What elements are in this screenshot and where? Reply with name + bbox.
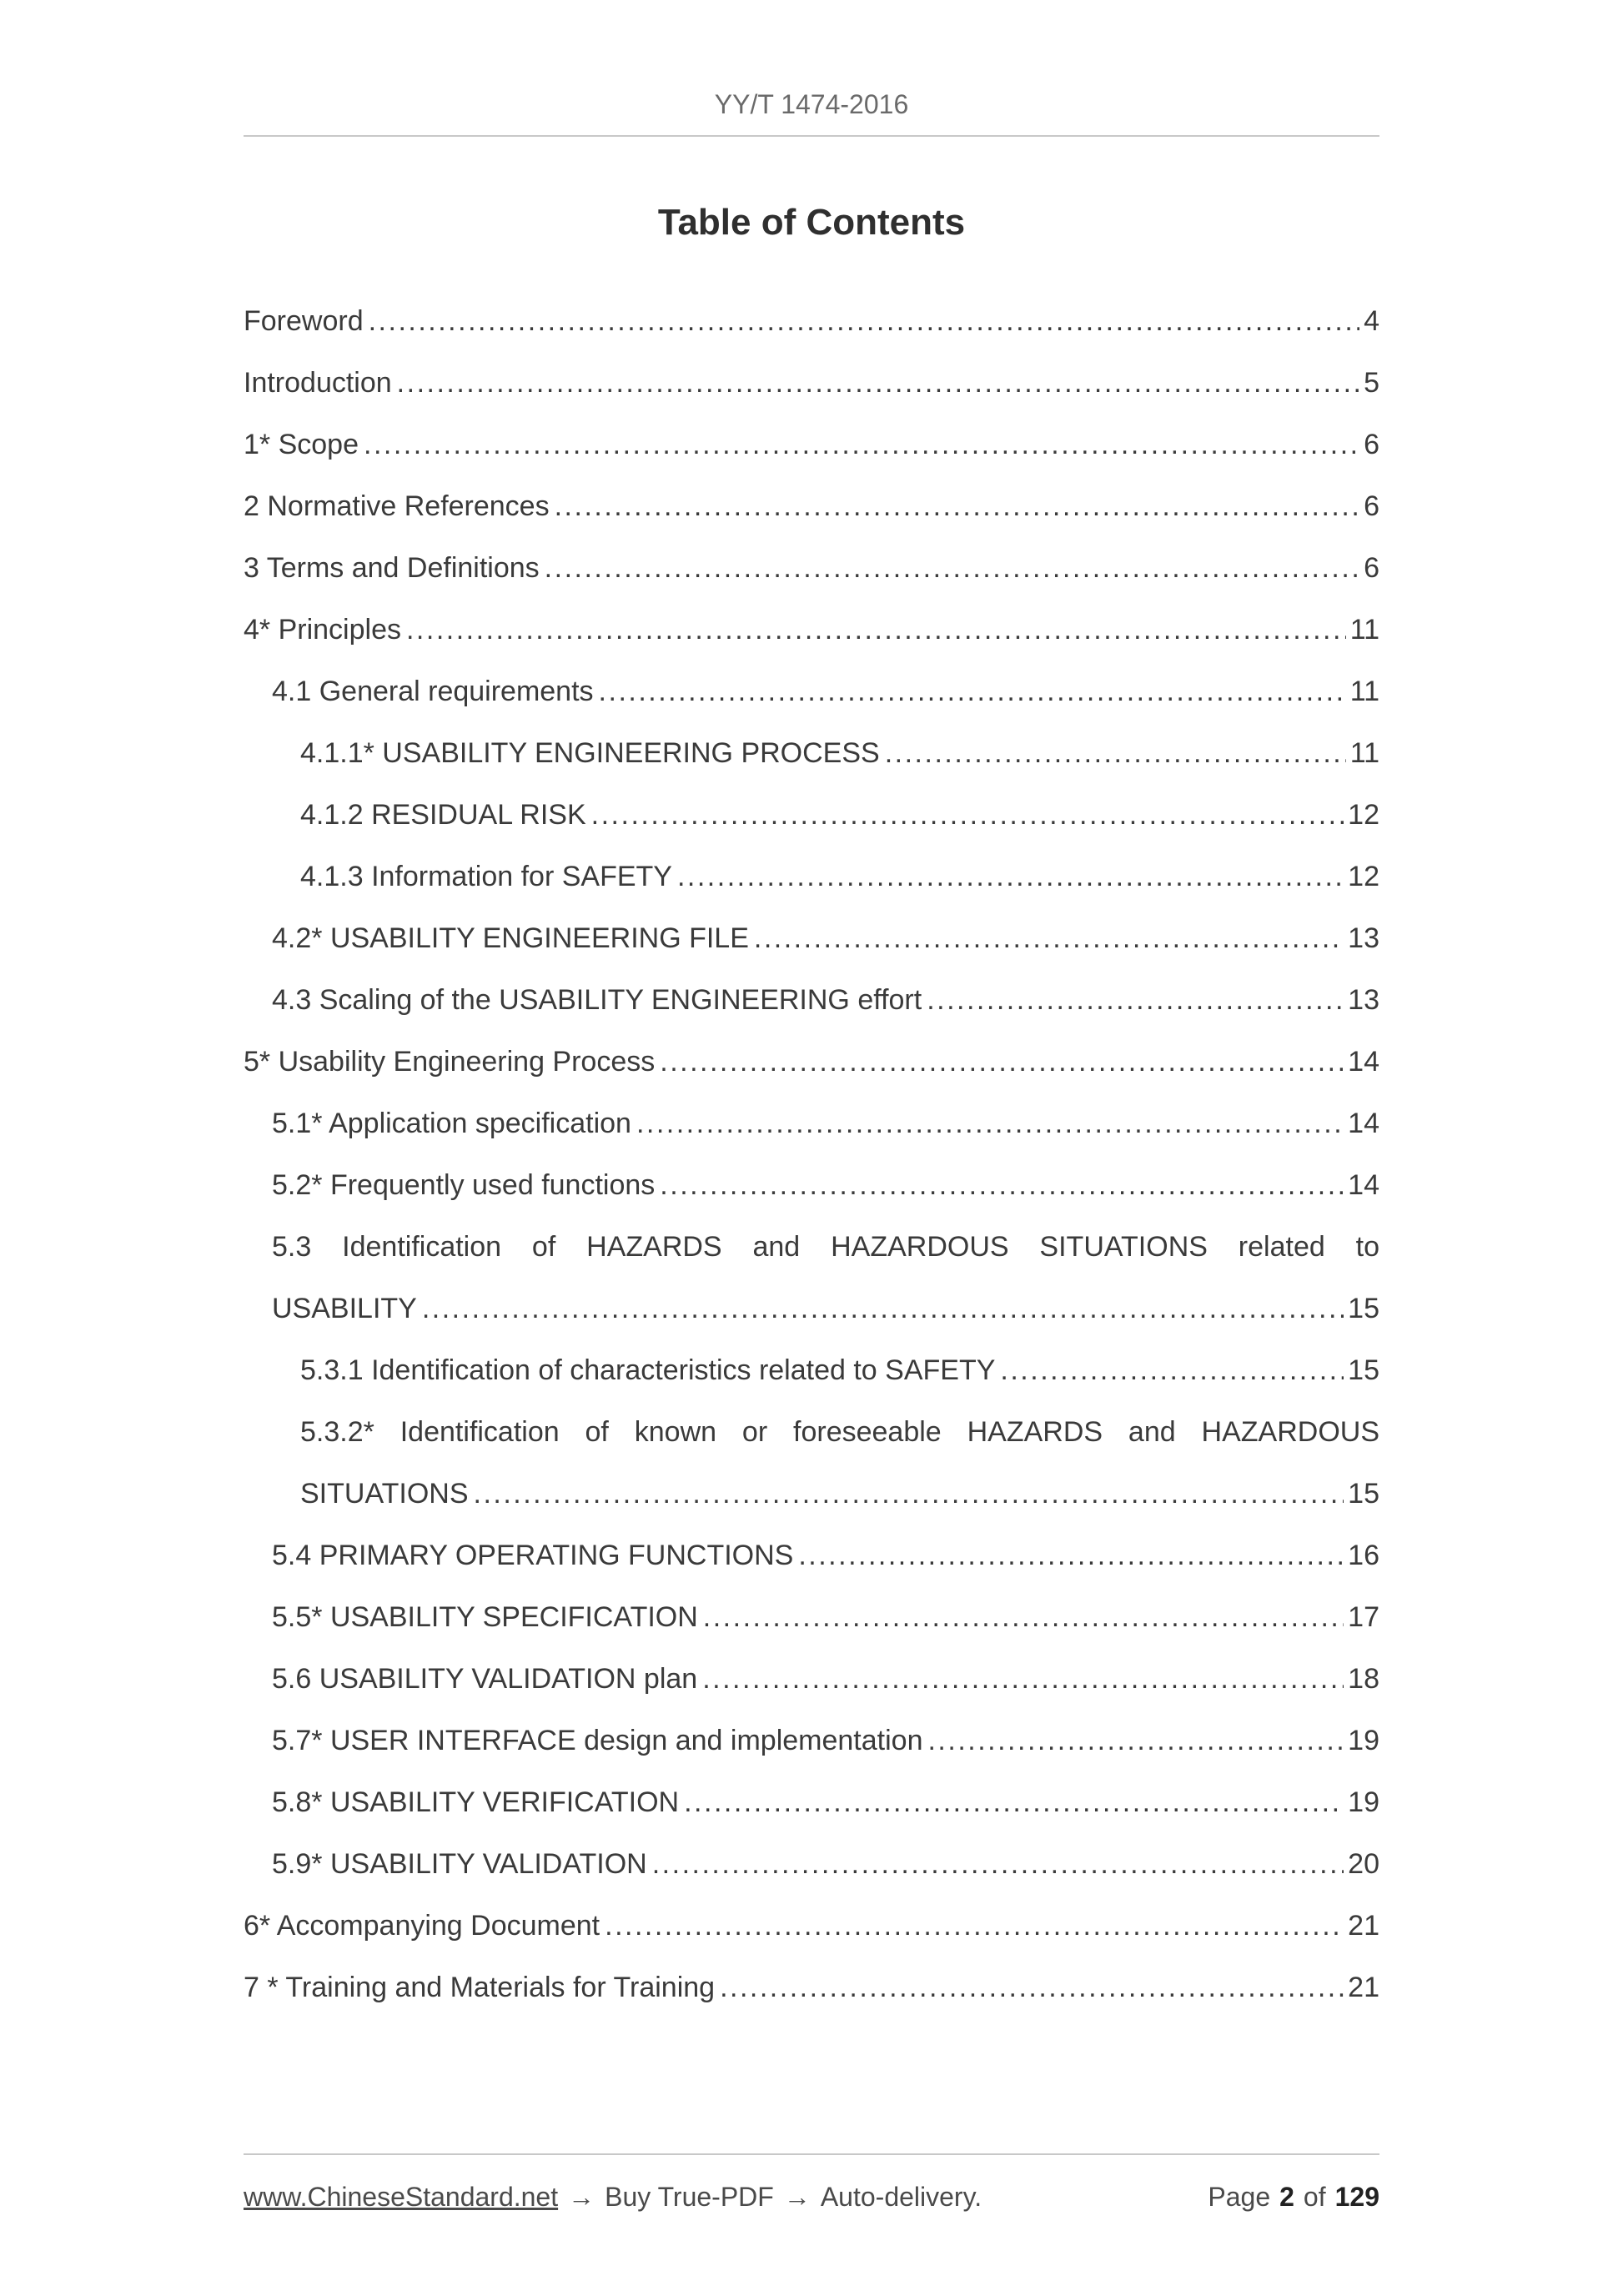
toc-entry-label: 3 Terms and Definitions — [244, 552, 540, 584]
toc-page-number: 12 — [1348, 861, 1379, 892]
arrow-right-icon: → — [783, 2182, 811, 2212]
site-link[interactable]: www.ChineseStandard.net — [244, 2182, 559, 2212]
toc-entry — [244, 1339, 1379, 1401]
page-footer — [244, 2153, 1379, 2213]
toc-entry-label: 5* Usability Engineering Process — [244, 1046, 656, 1078]
toc-entry-label: 4* Principles — [244, 614, 401, 646]
toc-list — [244, 290, 1379, 2018]
of-label: of — [1303, 2182, 1326, 2212]
toc-entry — [244, 1401, 1379, 1525]
toc-entry-label: 4.1 General requirements — [272, 676, 594, 707]
toc-page-number: 6 — [1364, 429, 1379, 460]
document-number: YY/T 1474-2016 — [714, 89, 909, 119]
toc-leader-dots — [885, 722, 1346, 784]
toc-entry-label: 5.9* USABILITY VALIDATION — [272, 1848, 647, 1880]
toc-entry-label: 5.2* Frequently used functions — [272, 1169, 656, 1201]
toc-page-number: 11 — [1349, 676, 1379, 707]
toc-page-number: 12 — [1348, 799, 1379, 831]
toc-entry-label-line2: SITUATIONS — [300, 1478, 469, 1510]
toc-leader-dots — [599, 661, 1346, 722]
toc-entry-label: 5.7* USER INTERFACE design and implementation — [272, 1725, 923, 1756]
toc-page-number: 20 — [1348, 1848, 1379, 1880]
toc-leader-dots — [1000, 1339, 1344, 1401]
toc-page-number: 13 — [1348, 984, 1379, 1016]
toc-leader-dots — [703, 1586, 1344, 1648]
toc-entry — [244, 352, 1379, 414]
page-label: Page — [1208, 2182, 1271, 2212]
toc-entry — [244, 414, 1379, 475]
toc-leader-dots — [798, 1525, 1344, 1586]
toc-leader-dots — [397, 352, 1359, 414]
toc-page-number: 19 — [1348, 1786, 1379, 1818]
toc-page-number: 14 — [1348, 1108, 1379, 1139]
toc-page-number: 21 — [1348, 1910, 1379, 1942]
toc-page-number: 6 — [1364, 490, 1379, 522]
toc-leader-dots — [652, 1833, 1344, 1895]
toc-leader-dots — [605, 1895, 1344, 1957]
toc-entry — [244, 475, 1379, 537]
toc-entry — [244, 1586, 1379, 1648]
toc-entry — [244, 846, 1379, 907]
toc-entry — [244, 290, 1379, 352]
page-indicator — [1208, 2182, 1379, 2213]
toc-entry-label: 4.2* USABILITY ENGINEERING FILE — [272, 922, 749, 954]
toc-leader-dots — [555, 475, 1359, 537]
toc-page-number: 14 — [1348, 1046, 1379, 1078]
toc-page-number: 18 — [1348, 1663, 1379, 1695]
toc-leader-dots — [684, 1771, 1344, 1833]
toc-entry-label: 4.3 Scaling of the USABILITY ENGINEERING effort — [272, 984, 922, 1016]
toc-entry — [244, 1093, 1379, 1154]
toc-leader-dots — [591, 784, 1344, 846]
toc-leader-dots — [369, 290, 1359, 352]
toc-entry-label: 6* Accompanying Document — [244, 1910, 600, 1942]
toc-entry — [244, 1154, 1379, 1216]
toc-entry-label: Introduction — [244, 367, 392, 399]
toc-leader-dots — [660, 1031, 1344, 1093]
toc-page-number: 4 — [1364, 305, 1379, 337]
toc-entry-label: 5.8* USABILITY VERIFICATION — [272, 1786, 680, 1818]
toc-entry — [244, 599, 1379, 661]
toc-page-number: 15 — [1348, 1293, 1379, 1324]
toc-entry-line2 — [272, 1278, 1379, 1339]
buy-pdf-label: Buy True-PDF — [605, 2182, 774, 2212]
page-title: Table of Contents — [657, 202, 966, 243]
toc-entry-label: 7 * Training and Materials for Training — [244, 1972, 716, 2003]
toc-entry — [244, 784, 1379, 846]
toc-leader-dots — [636, 1093, 1344, 1154]
current-page-number: 2 — [1279, 2182, 1294, 2212]
auto-delivery-label: Auto-delivery. — [820, 2182, 982, 2212]
toc-page-number: 19 — [1348, 1725, 1379, 1756]
toc-entry-label-line1: 5.3.2* Identification of known or foreseeable HAZARDS and HAZARDOUS — [300, 1416, 1379, 1448]
toc-entry — [244, 661, 1379, 722]
toc-entry-label: Foreword — [244, 305, 364, 337]
toc-page-number: 11 — [1349, 737, 1379, 769]
toc-entry — [244, 1031, 1379, 1093]
toc-entry — [244, 1216, 1379, 1339]
toc-page-number: 17 — [1348, 1601, 1379, 1633]
toc-entry-label: 4.1.2 RESIDUAL RISK — [300, 799, 586, 831]
toc-entry-label: 2 Normative References — [244, 490, 550, 522]
toc-leader-dots — [545, 537, 1359, 599]
toc-leader-dots — [474, 1463, 1344, 1525]
toc-leader-dots — [677, 846, 1344, 907]
toc-leader-dots — [927, 969, 1344, 1031]
toc-page-number: 21 — [1348, 1972, 1379, 2003]
toc-leader-dots — [702, 1648, 1344, 1710]
footer-source-line — [244, 2182, 982, 2213]
toc-page-number: 11 — [1349, 614, 1379, 646]
toc-entry — [244, 1648, 1379, 1710]
toc-entry-label: 1* Scope — [244, 429, 359, 460]
toc-leader-dots — [406, 599, 1346, 661]
toc-page-number: 15 — [1348, 1354, 1379, 1386]
toc-page-number: 14 — [1348, 1169, 1379, 1201]
toc-entry-label: 5.5* USABILITY SPECIFICATION — [272, 1601, 698, 1633]
toc-entry-label: 4.1.1* USABILITY ENGINEERING PROCESS — [300, 737, 880, 769]
toc-entry-line2 — [300, 1463, 1379, 1525]
toc-leader-dots — [754, 907, 1344, 969]
toc-leader-dots — [720, 1957, 1344, 2018]
toc-entry — [244, 1771, 1379, 1833]
arrow-right-icon: → — [568, 2182, 595, 2212]
toc-entry — [244, 1833, 1379, 1895]
toc-page-number: 13 — [1348, 922, 1379, 954]
toc-entry — [244, 1710, 1379, 1771]
toc-leader-dots — [660, 1154, 1344, 1216]
toc-entry — [244, 907, 1379, 969]
toc-entry-label: 4.1.3 Information for SAFETY — [300, 861, 672, 892]
toc-leader-dots — [364, 414, 1359, 475]
toc-entry — [244, 969, 1379, 1031]
header-rule — [244, 135, 1379, 137]
toc-entry-label: 5.4 PRIMARY OPERATING FUNCTIONS — [272, 1540, 794, 1571]
toc-page-number: 15 — [1348, 1478, 1379, 1510]
toc-page-number: 6 — [1364, 552, 1379, 584]
toc-entry-label-line1: 5.3 Identification of HAZARDS and HAZARDOUS SITUATIONS related to — [272, 1231, 1379, 1263]
toc-page-number: 5 — [1364, 367, 1379, 399]
toc-entry — [244, 1525, 1379, 1586]
toc-entry-label: 5.3.1 Identification of characteristics related to SAFETY — [300, 1354, 996, 1386]
toc-page-number: 16 — [1348, 1540, 1379, 1571]
toc-leader-dots — [927, 1710, 1344, 1771]
toc-entry-label: 5.6 USABILITY VALIDATION plan — [272, 1663, 698, 1695]
toc-entry-label-line2: USABILITY — [272, 1293, 417, 1324]
toc-leader-dots — [422, 1278, 1344, 1339]
toc-entry — [244, 1895, 1379, 1957]
total-page-count: 129 — [1334, 2182, 1379, 2212]
toc-entry — [244, 722, 1379, 784]
toc-entry — [244, 1957, 1379, 2018]
toc-entry-label: 5.1* Application specification — [272, 1108, 631, 1139]
toc-entry — [244, 537, 1379, 599]
